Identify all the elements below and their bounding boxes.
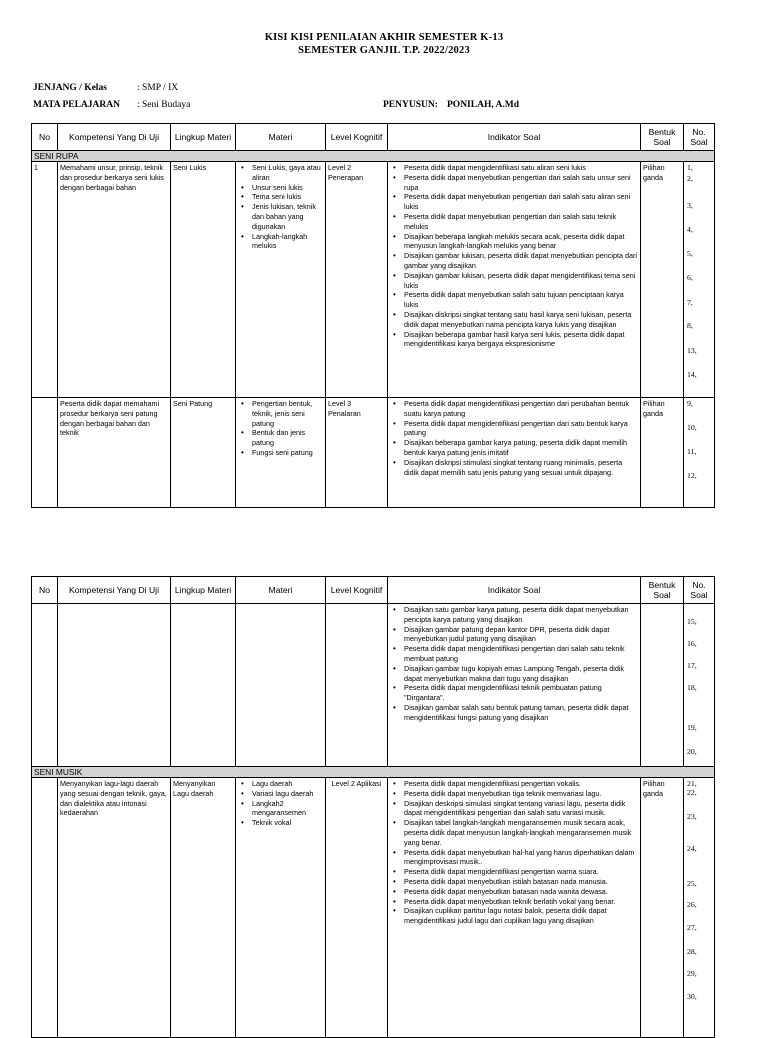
bullet-list <box>390 163 638 349</box>
col-nosoal: No. Soal <box>684 124 715 151</box>
list-item: • Peserta didik dapat menyebutkan tiga teknik memvariasi lagu. <box>404 789 638 799</box>
mapel-label: MATA PELAJARAN <box>33 100 120 110</box>
section-row-seni-rupa <box>32 151 715 162</box>
bullet-list <box>390 779 638 926</box>
col-no: No <box>32 124 58 151</box>
row-nosoal <box>684 604 715 767</box>
bullet-list <box>238 399 323 458</box>
question-number: 15, <box>687 617 697 626</box>
question-number: 16, <box>687 639 697 648</box>
list-item: • Disajikan gambar lukisan, peserta didik dapat menyebutkan pencipta dari gambar yang disajikan <box>404 251 638 271</box>
question-number: 21, <box>687 779 697 788</box>
row-materi <box>236 398 326 508</box>
col-materi: Materi <box>236 577 326 604</box>
question-number: 19, <box>687 723 697 732</box>
row-level: Level 3 Penalaran <box>326 398 388 508</box>
table-row <box>32 162 715 398</box>
question-number: 14, <box>687 370 697 379</box>
question-number: 25, <box>687 879 697 888</box>
document-title: KISI KISI PENILAIAN AKHIR SEMESTER K-13 <box>264 32 504 43</box>
row-bentuk: Pilihan ganda <box>641 162 684 398</box>
row-level: Level 2 Aplikasi <box>326 778 388 1038</box>
row-materi <box>236 162 326 398</box>
table-header-row <box>32 577 715 604</box>
list-item: • Pengertian bentuk, teknik, jenis seni patung <box>252 399 323 428</box>
question-number: 13, <box>687 346 697 355</box>
col-indikator: Indikator Soal <box>388 124 641 151</box>
row-indikator <box>388 398 641 508</box>
list-item: • Variasi lagu daerah <box>252 789 323 799</box>
question-number: 22, <box>687 788 697 797</box>
col-lingkup: Lingkup Materi <box>171 577 236 604</box>
list-item: • Teknik vokal <box>252 818 323 828</box>
question-number: 23, <box>687 812 697 821</box>
row-kompetensi: Peserta didik dapat memahami prosedur berkarya seni patung dengan berbagai bahan dan teknik <box>58 398 171 508</box>
list-item: • Disajikan tabel langkah-langkah mengaransemen musik secara acak, peserta didik dapat menyusun langkah-langkah mengaransemen musik yang benar. <box>404 818 638 847</box>
list-item: • Langkah-langkah melukis <box>252 232 323 252</box>
list-item: • Peserta didik dapat mengidentifikasi pengertian dari salah satu teknik membuat patung <box>404 644 638 664</box>
list-item: • Disajikan satu gambar karya patung, peserta didik dapat menyebutkan pencipta karya patung yang disajikan <box>404 605 638 625</box>
question-number: 7, <box>687 298 693 307</box>
list-item: • Disajikan gambar lukisan, peserta didik dapat mengidentifikasi tema seni lukis <box>404 271 638 291</box>
question-number: 2, <box>687 174 693 183</box>
col-materi: Materi <box>236 124 326 151</box>
question-number: 10, <box>687 423 697 432</box>
list-item: • Disajikan diskripsi singkat tentang satu hasil karya seni lukisan, peserta didik dapat menyebutkan nama pencipta karya lukis yang disajikan <box>404 310 638 330</box>
row-lingkup: Menyanyikan Lagu daerah <box>171 778 236 1038</box>
list-item: • Peserta didik dapat menyebutkan istilah batasan nada manusia. <box>404 877 638 887</box>
list-item: • Disajikan gambar salah satu bentuk patung taman, peserta didik dapat mengidentifikasi fungsi patung yang disajikan <box>404 703 638 723</box>
row-indikator <box>388 778 641 1038</box>
bullet-list <box>390 399 638 477</box>
list-item: • Fungsi seni patung <box>252 448 323 458</box>
list-item: • Unsur seni lukis <box>252 183 323 193</box>
question-number: 30, <box>687 992 697 1001</box>
list-item: • Peserta didik dapat menyebutkan pengertian dari salah satu unsur seni rupa <box>404 173 638 193</box>
penyusun-value: PONILAH, A.Md <box>447 100 520 110</box>
col-level: Level Kognitif <box>326 124 388 151</box>
bullet-list <box>238 163 323 251</box>
row-indikator <box>388 162 641 398</box>
list-item: • Disajikan beberapa gambar karya patung, peserta didik dapat memilih bentuk karya patung jenis imitatif <box>404 438 638 458</box>
question-number: 24, <box>687 844 697 853</box>
col-bentuk: Bentuk Soal <box>641 577 684 604</box>
col-bentuk: Bentuk Soal <box>641 124 684 151</box>
list-item: • Peserta didik dapat menyebutkan batasan nada wanita dewasa. <box>404 887 638 897</box>
list-item: • Peserta didik dapat mengidentifikasi pengertian dari satu bentuk karya patung <box>404 419 638 439</box>
list-item: • Peserta didik dapat mengidentifikasi teknik pembuatan patung "Dirgantara". <box>404 683 638 703</box>
list-item: • Disajikan gambar tugu kopiyah emas Lampung Tengah, peserta didik dapat menyebutkan makna dari tugu yang disajikan <box>404 664 638 684</box>
list-item: • Peserta didik dapat menyebutkan pengertian dari salah satu aliran seni lukis <box>404 192 638 212</box>
list-item: • Disajikan diskripsi stimulasi singkat tentang ruang minimalis, peserta didik dapat memilih satu jenis patung yang sesuai untuk dipajang. <box>404 458 638 478</box>
bullet-list <box>238 779 323 828</box>
list-item: • Bentuk dan jenis patung <box>252 428 323 448</box>
list-item: • Peserta didik dapat menyebutkan hal-hal yang harus diperhatikan dalam mengimprovisasi musik.. <box>404 848 638 868</box>
row-nosoal <box>684 778 715 1038</box>
list-item: • Disajikan beberapa gambar hasil karya seni lukis, peserta didik dapat mengidentifikasi karya bergaya ekspresionisme <box>404 330 638 350</box>
list-item: • Peserta didik dapat menyebutkan pengertian dari salah satu teknik melukis <box>404 212 638 232</box>
section-label: SENI MUSIK <box>32 767 715 778</box>
list-item: • Langkah2 mengaransemen <box>252 799 323 819</box>
jenjang-value: : SMP / IX <box>137 83 179 93</box>
row-bentuk: Pilihan ganda <box>641 398 684 508</box>
table-row <box>32 398 715 508</box>
row-kompetensi: Menyanyikan lagu-lagu daerah yang sesuai dengan teknik, gaya, dan dialektika atau intonasi kedaerahan <box>58 778 171 1038</box>
question-number: 12, <box>687 471 697 480</box>
question-number: 18, <box>687 683 697 692</box>
list-item: • Seni Lukis, gaya atau aliran <box>252 163 323 183</box>
list-item: • Disajikan beberapa langkah melukis secara acak, peserta didik dapat menyusun langkah-langkah melukis yang benar <box>404 232 638 252</box>
document-subtitle: SEMESTER GANJIL T.P. 2022/2023 <box>298 45 470 56</box>
question-number: 17, <box>687 661 697 670</box>
question-number: 6, <box>687 273 693 282</box>
col-indikator: Indikator Soal <box>388 577 641 604</box>
question-number: 3, <box>687 201 693 210</box>
list-item: • Jenis lukisan, teknik dan bahan yang digunakan <box>252 202 323 231</box>
section-row-seni-musik <box>32 767 715 778</box>
table-row <box>32 604 715 767</box>
question-number: 11, <box>687 447 697 456</box>
table-header-row <box>32 124 715 151</box>
row-materi <box>236 778 326 1038</box>
list-item: • Peserta didik dapat mengidentifikasi satu aliran seni lukis <box>404 163 638 173</box>
list-item: • Tema seni lukis <box>252 192 323 202</box>
row-level: Level 2 Penerapan <box>326 162 388 398</box>
row-nosoal <box>684 398 715 508</box>
question-number: 20, <box>687 747 697 756</box>
question-number: 5, <box>687 249 693 258</box>
kisi-table-2 <box>31 576 715 1038</box>
list-item: • Disajikan deskripsi simulasi singkat tentang variasi lagu, peserta didik dapat mengidentifikasi pengertian dari salah satu variasi musik. <box>404 799 638 819</box>
row-no: 1 <box>32 162 58 398</box>
row-bentuk: Pilihan ganda <box>641 778 684 1038</box>
question-number: 29, <box>687 969 697 978</box>
question-number: 27, <box>687 923 697 932</box>
col-kompetensi: Kompetensi Yang Di Uji <box>58 124 171 151</box>
col-nosoal: No. Soal <box>684 577 715 604</box>
table-row <box>32 778 715 1038</box>
list-item: • Peserta didik dapat mengidentifikasi pengertian vokalis. <box>404 779 638 789</box>
list-item: • Lagu daerah <box>252 779 323 789</box>
kisi-table-1 <box>31 123 715 508</box>
list-item: • Disajikan gambar patung depan kantor DPR, peserta didik dapat menyebutkan judul patung yang disajikan <box>404 625 638 645</box>
col-no: No <box>32 577 58 604</box>
list-item: • Peserta didik dapat menyebutkan salah satu tujuan penciptaan karya lukis <box>404 290 638 310</box>
question-number: 26, <box>687 900 697 909</box>
question-number: 8, <box>687 321 693 330</box>
question-number: 28, <box>687 947 697 956</box>
penyusun-label: PENYUSUN: <box>383 100 438 110</box>
col-kompetensi: Kompetensi Yang Di Uji <box>58 577 171 604</box>
row-nosoal <box>684 162 715 398</box>
row-indikator <box>388 604 641 767</box>
question-number: 1, <box>687 163 693 172</box>
col-level: Level Kognitif <box>326 577 388 604</box>
list-item: • Peserta didik dapat menyebutkan teknik berlatih vokal yang benar. <box>404 897 638 907</box>
row-lingkup: Seni Patung <box>171 398 236 508</box>
question-number: 9, <box>687 399 693 408</box>
bullet-list <box>390 605 638 723</box>
question-number: 4, <box>687 225 693 234</box>
section-label: SENI RUPA <box>32 151 715 162</box>
row-kompetensi: Memahami unsur, prinsip, teknik dan prosedur berkarya seni lukis dengan berbagai bahan <box>58 162 171 398</box>
mapel-value: : Seni Budaya <box>137 100 191 110</box>
list-item: • Peserta didik dapat mengidentifikasi pengertian warna suara. <box>404 867 638 877</box>
row-lingkup: Seni Lukis <box>171 162 236 398</box>
col-lingkup: Lingkup Materi <box>171 124 236 151</box>
list-item: • Disajikan cuplikan partitur lagu notasi balok, peserta didik dapat mengidentifikasi judul lagu dari cuplikan lagu yang disajikan <box>404 906 638 926</box>
list-item: • Peserta didik dapat mengidentifikasi pengertian dari perubahan bentuk suatu karya patung <box>404 399 638 419</box>
jenjang-label: JENJANG / Kelas <box>33 83 107 93</box>
